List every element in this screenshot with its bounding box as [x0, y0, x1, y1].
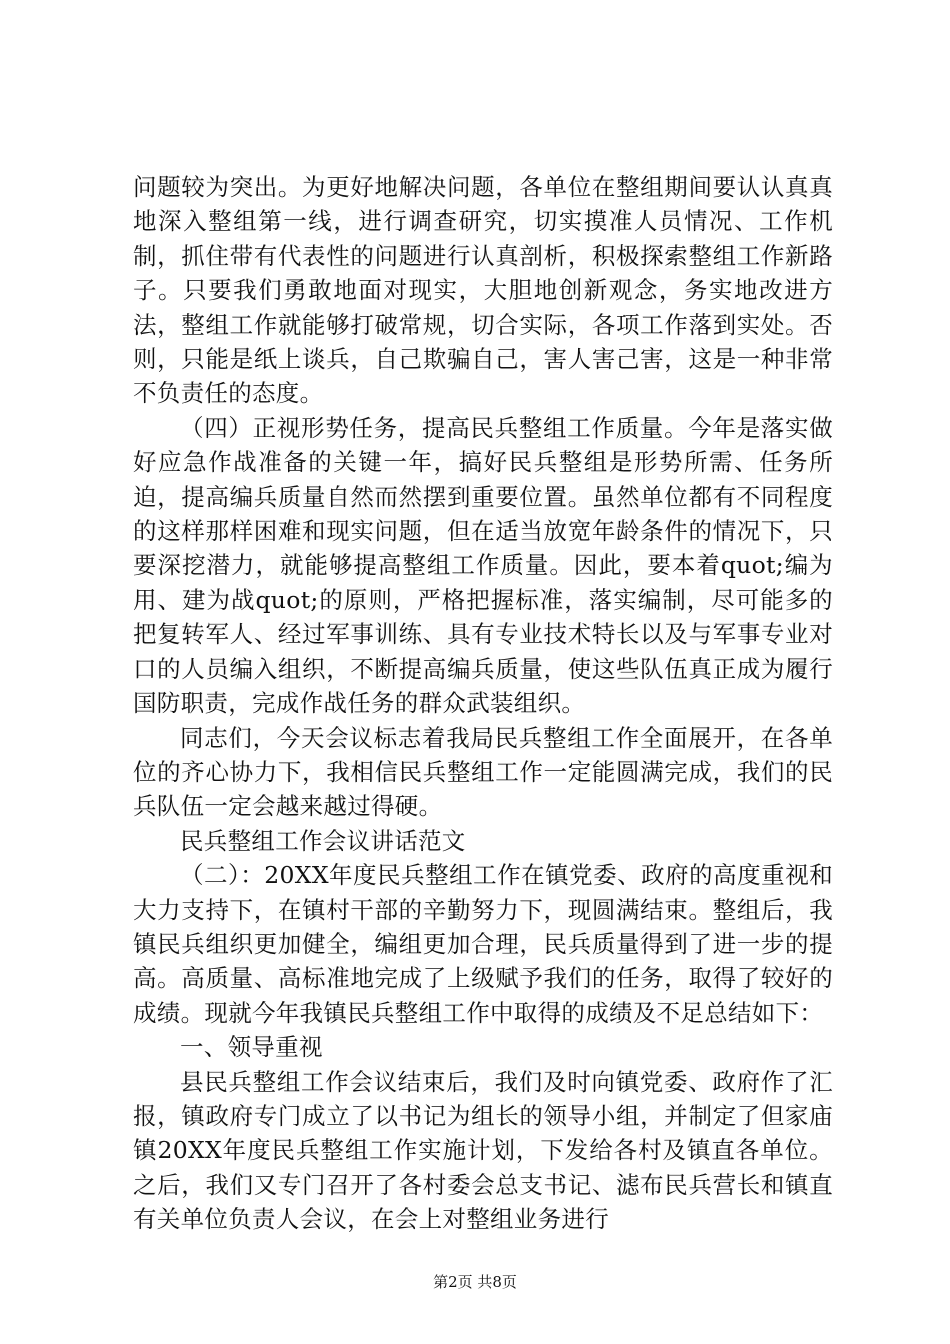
paragraph-article-title: 民兵整组工作会议讲话范文: [180, 826, 466, 855]
paragraph-continuation: 问题较为突出。为更好地解决问题，各单位在整组期间要认认真真地深入整组第一线，进行调查研究，切实摸准人员情况、工作机制，抓住带有代表性的问题进行认真剖析，积极探索整组工作新路子。只要我们勇敢地面对现实，大胆地创新观念，务实地改进方法，整组工作就能够打破常规，切合实际，各项工作落到实处。否则，只能是纸上谈兵，自己欺骗自己，害人害己害，这是一种非常不负责任的态度。: [133, 173, 833, 408]
page-number-footer: 第2页 共8页: [433, 1273, 517, 1291]
document-body: [133, 170, 833, 1237]
paragraph-heading-leadership: 一、领导重视: [180, 1033, 323, 1062]
paragraph-leadership-body: 县民兵整组工作会议结束后，我们及时向镇党委、政府作了汇报，镇政府专门成立了以书记为组长的领导小组，并制定了但家庙镇20XX年度民兵整组工作实施计划，下发给各村及镇直各单位。之后，我们又专门召开了各村委会总支书记、滤布民兵营长和镇直有关单位负责人会议，在会上对整组业务进行: [133, 1067, 833, 1234]
paragraph-closing-remarks: 同志们，今天会议标志着我局民兵整组工作全面展开，在各单位的齐心协力下，我相信民兵整组工作一定能圆满完成，我们的民兵队伍一定会越来越过得硬。: [133, 723, 833, 821]
paragraph-part-two-intro: （二）：20XX年度民兵整组工作在镇党委、政府的高度重视和大力支持下，在镇村干部的辛勤努力下，现圆满结束。整组后，我镇民兵组织更加健全，编组更加合理，民兵质量得到了进一步的提高。高质量、高标准地完成了上级赋予我们的任务，取得了较好的成绩。现就今年我镇民兵整组工作中取得的成绩及不足总结如下：: [133, 861, 833, 1027]
paragraph-section-four: （四）正视形势任务，提高民兵整组工作质量。今年是落实做好应急作战准备的关键一年，搞好民兵整组是形势所需、任务所迫，提高编兵质量自然而然摆到重要位置。虽然单位都有不同程度的这样那样困难和现实问题，但在适当放宽年龄条件的情况下，只要深挖潜力，就能够提高整组工作质量。因此，要本着quot;编为用、建为战quot;的原则，严格把握标准，落实编制，尽可能多的把复转军人、经过军事训练、具有专业技术特长以及与军事专业对口的人员编入组织，不断提高编兵质量，使这些队伍真正成为履行国防职责，完成作战任务的群众武装组织。: [133, 413, 833, 718]
